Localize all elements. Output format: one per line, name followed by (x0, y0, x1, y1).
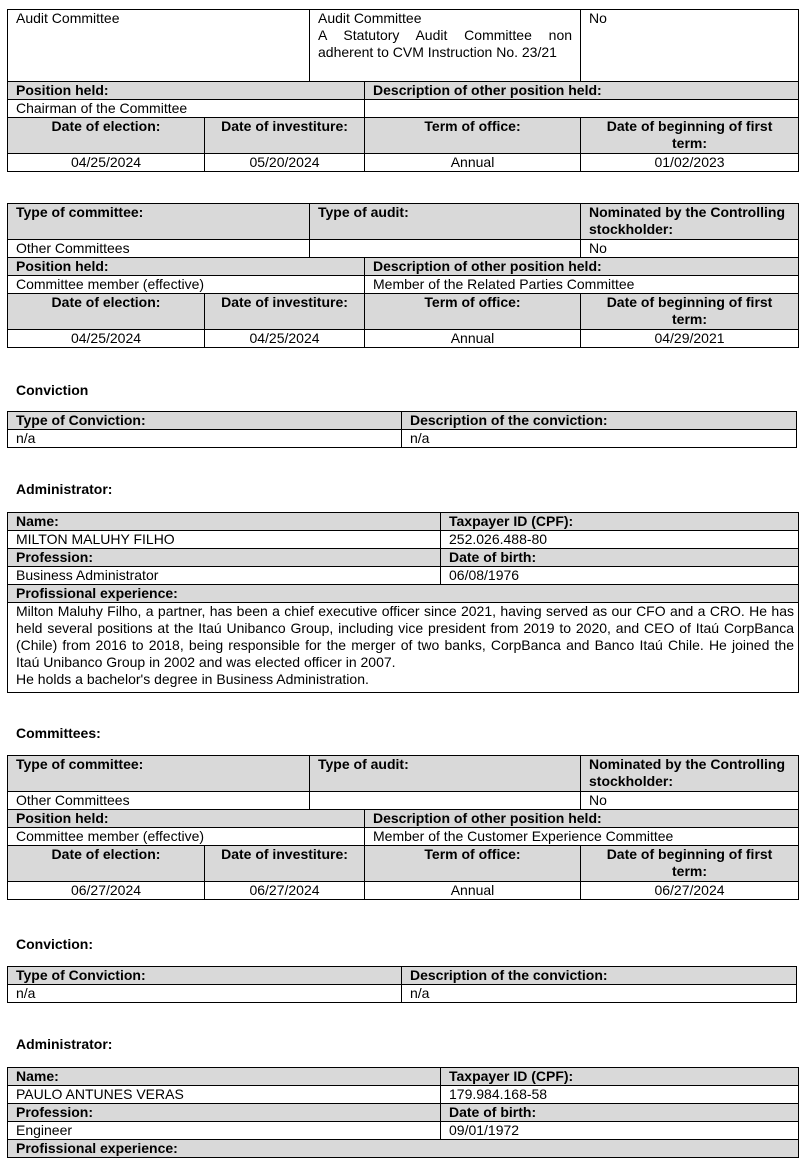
administrator-section-title: Administrator: (16, 481, 113, 497)
term-label: Term of office: (365, 846, 581, 882)
investiture-date-value: 04/25/2024 (205, 330, 365, 348)
dob-value: 09/01/1972 (441, 1122, 799, 1140)
committee-table-2 (7, 203, 799, 348)
audit-type-value: Audit Committee A Statutory Audit Committee non adherent to CVM Instruction No. 23/21 (310, 10, 581, 82)
nominated-value: No (581, 792, 799, 810)
committee-type-value: Other Committees (8, 792, 310, 810)
first-term-label: Date of beginning of first term: (581, 846, 799, 882)
committee-type-value: Audit Committee (8, 10, 310, 82)
investiture-date-value: 05/20/2024 (205, 154, 365, 172)
experience-paragraph: He holds a bachelor's degree in Business Administration. (16, 671, 369, 687)
administrator-table-1 (7, 512, 799, 693)
audit-type-value (310, 792, 581, 810)
cpf-value: 179.984.168-58 (441, 1086, 799, 1104)
audit-type-value (310, 240, 581, 258)
conviction-desc-value: n/a (402, 430, 797, 448)
election-date-value: 06/27/2024 (8, 882, 205, 900)
election-date-value: 04/25/2024 (8, 330, 205, 348)
cpf-label: Taxpayer ID (CPF): (441, 513, 799, 531)
term-value: Annual (365, 154, 581, 172)
administrator-section-title: Administrator: (16, 1036, 113, 1052)
investiture-date-label: Date of investiture: (205, 846, 365, 882)
name-label: Name: (8, 1068, 441, 1086)
conviction-type-label: Type of Conviction: (8, 412, 402, 430)
conviction-type-value: n/a (8, 430, 402, 448)
committee-type-label: Type of committee: (8, 756, 310, 792)
election-date-value: 04/25/2024 (8, 154, 205, 172)
other-position-label: Description of other position held: (365, 258, 799, 276)
audit-type-label: Type of audit: (310, 756, 581, 792)
dob-label: Date of birth: (441, 1104, 799, 1122)
conviction-desc-label: Description of the conviction: (402, 412, 797, 430)
other-position-value (365, 100, 799, 118)
nominated-value: No (581, 10, 799, 82)
election-date-label: Date of election: (8, 846, 205, 882)
position-held-value: Committee member (effective) (8, 828, 365, 846)
election-date-label: Date of election: (8, 294, 205, 330)
name-label: Name: (8, 513, 441, 531)
conviction-desc-label: Description of the conviction: (402, 967, 797, 985)
conviction-table-2 (7, 966, 797, 1003)
conviction-table-1 (7, 411, 797, 448)
cpf-label: Taxpayer ID (CPF): (441, 1068, 799, 1086)
profession-label: Profession: (8, 549, 441, 567)
position-held-value: Committee member (effective) (8, 276, 365, 294)
position-held-label: Position held: (8, 258, 365, 276)
nominated-label: Nominated by the Controlling stockholder: (581, 756, 799, 792)
cpf-value: 252.026.488-80 (441, 531, 799, 549)
investiture-date-value: 06/27/2024 (205, 882, 365, 900)
first-term-label: Date of beginning of first term: (581, 294, 799, 330)
term-label: Term of office: (365, 294, 581, 330)
other-position-label: Description of other position held: (365, 810, 799, 828)
committees-section-title: Committees: (16, 725, 101, 741)
investiture-date-label: Date of investiture: (205, 118, 365, 154)
term-label: Term of office: (365, 118, 581, 154)
dob-label: Date of birth: (441, 549, 799, 567)
position-held-value: Chairman of the Committee (8, 100, 365, 118)
conviction-type-label: Type of Conviction: (8, 967, 402, 985)
conviction-desc-value: n/a (402, 985, 797, 1003)
other-position-value: Member of the Related Parties Committee (365, 276, 799, 294)
nominated-value: No (581, 240, 799, 258)
committee-table-3 (7, 755, 799, 900)
committee-table-1 (7, 9, 799, 172)
profession-label: Profession: (8, 1104, 441, 1122)
experience-paragraph: Milton Maluhy Filho, a partner, has been a chief executive officer since 2021, having served as our CFO and a CRO. He has held several positions at the Itaú Unibanco Group, including vice president from 2019 to 2020, and CEO of Itaú CorpBanca (Chile) from 2016 to 2018, being responsible for the merger of two banks, CorpBanca and Banco Itaú Chile. He joined the Itaú Unibanco Group in 2002 and was elected officer in 2007. (16, 603, 794, 670)
term-value: Annual (365, 330, 581, 348)
experience-text (8, 603, 799, 693)
committee-type-label: Type of committee: (8, 204, 310, 240)
other-position-label: Description of other position held: (365, 82, 799, 100)
position-held-label: Position held: (8, 810, 365, 828)
first-term-label: Date of beginning of first term: (581, 118, 799, 154)
conviction-section-title: Conviction: (16, 936, 93, 952)
position-held-label: Position held: (8, 82, 365, 100)
nominated-label: Nominated by the Controlling stockholder: (581, 204, 799, 240)
profession-value: Business Administrator (8, 567, 441, 585)
audit-type-label: Type of audit: (310, 204, 581, 240)
first-term-value: 04/29/2021 (581, 330, 799, 348)
first-term-value: 06/27/2024 (581, 882, 799, 900)
experience-label: Profissional experience: (8, 585, 799, 603)
dob-value: 06/08/1976 (441, 567, 799, 585)
name-value: MILTON MALUHY FILHO (8, 531, 441, 549)
first-term-value: 01/02/2023 (581, 154, 799, 172)
experience-label: Profissional experience: (8, 1140, 799, 1158)
investiture-date-label: Date of investiture: (205, 294, 365, 330)
conviction-section-title: Conviction (16, 382, 89, 398)
other-position-value: Member of the Customer Experience Committee (365, 828, 799, 846)
profession-value: Engineer (8, 1122, 441, 1140)
conviction-type-value: n/a (8, 985, 402, 1003)
committee-type-value: Other Committees (8, 240, 310, 258)
name-value: PAULO ANTUNES VERAS (8, 1086, 441, 1104)
term-value: Annual (365, 882, 581, 900)
administrator-table-2 (7, 1067, 799, 1158)
election-date-label: Date of election: (8, 118, 205, 154)
